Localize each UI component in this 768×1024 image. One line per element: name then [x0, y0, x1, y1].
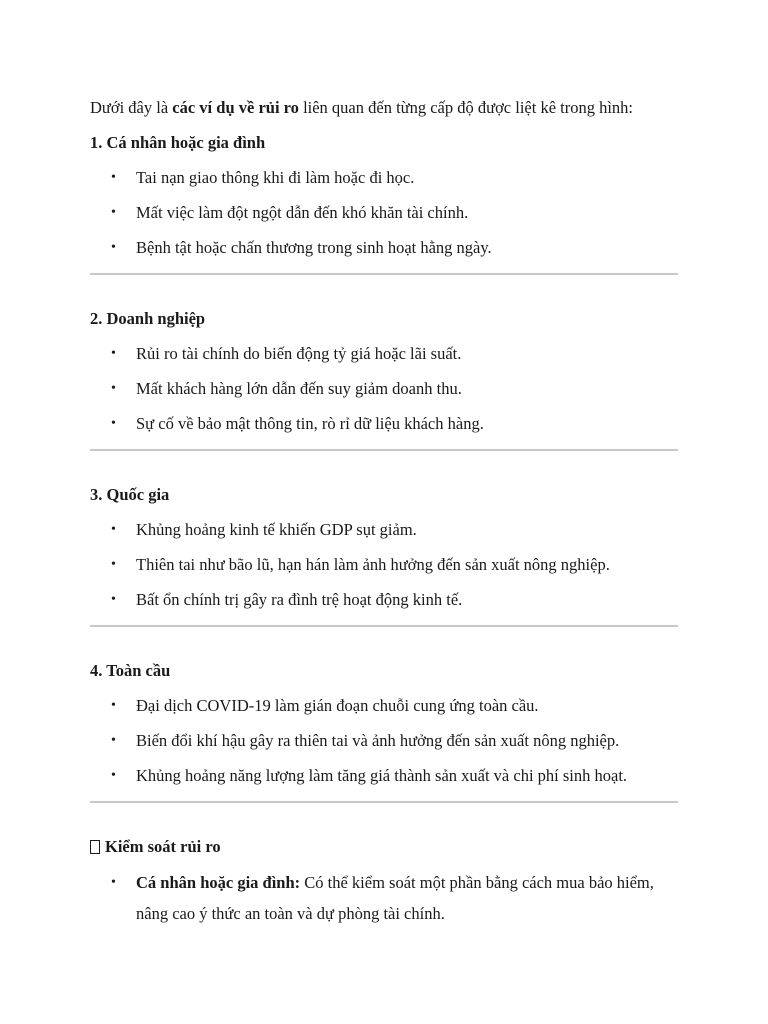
- bullet-icon: •: [111, 522, 116, 537]
- section-risk-control: [90, 835, 678, 929]
- list-item-text: Bệnh tật hoặc chấn thương trong sinh hoạt hằng ngày.: [136, 238, 492, 257]
- list-item: [90, 412, 678, 436]
- bullet-icon: •: [111, 698, 116, 713]
- bullet-icon: •: [111, 733, 116, 748]
- bullet-icon: •: [111, 557, 116, 572]
- risk-list: [90, 694, 678, 788]
- list-item: [90, 518, 678, 542]
- section-individual: [90, 131, 678, 275]
- list-item-text: Có thể kiểm soát một phần bằng cách mua bảo hiểm, nâng cao ý thức an toàn và dự phòng tài chính.: [136, 873, 654, 923]
- spacer: [90, 275, 678, 307]
- list-item-text: Rủi ro tài chính do biến động tỷ giá hoặc lãi suất.: [136, 344, 462, 363]
- list-item: [90, 867, 678, 929]
- bullet-icon: •: [111, 768, 116, 783]
- list-item: [90, 588, 678, 612]
- list-item-text: Khủng hoảng năng lượng làm tăng giá thành sản xuất và chi phí sinh hoạt.: [136, 766, 628, 785]
- control-list: [90, 867, 678, 929]
- bullet-icon: •: [111, 416, 116, 431]
- list-item: [90, 729, 678, 753]
- section-title: 3. Quốc gia: [90, 485, 170, 504]
- spacer: [90, 451, 678, 483]
- list-item-text: Tai nạn giao thông khi đi làm hoặc đi học.: [136, 168, 415, 187]
- section-national: [90, 483, 678, 627]
- list-item-text: Thiên tai như bão lũ, hạn hán làm ảnh hưởng đến sản xuất nông nghiệp.: [136, 555, 610, 574]
- missing-glyph-icon: [90, 840, 100, 854]
- list-item-text: Đại dịch COVID-19 làm gián đoạn chuỗi cung ứng toàn cầu.: [136, 696, 539, 715]
- list-item: [90, 377, 678, 401]
- section-title: [90, 835, 678, 859]
- document-body: [90, 96, 678, 929]
- spacer: [90, 627, 678, 659]
- intro-text-before: Dưới đây là: [90, 98, 173, 117]
- list-item: [90, 553, 678, 577]
- bullet-icon: •: [111, 205, 116, 220]
- list-item-text: Bất ổn chính trị gây ra đình trệ hoạt động kinh tế.: [136, 590, 463, 609]
- control-title-text: Kiểm soát rủi ro: [105, 837, 221, 856]
- bullet-icon: •: [111, 170, 116, 185]
- list-item: [90, 764, 678, 788]
- spacer: [90, 803, 678, 835]
- section-business: [90, 307, 678, 451]
- list-item-text: Mất việc làm đột ngột dẫn đến khó khăn tài chính.: [136, 203, 469, 222]
- risk-list: [90, 166, 678, 260]
- risk-list: [90, 518, 678, 612]
- list-item: [90, 201, 678, 225]
- list-item-bold-label: Cá nhân hoặc gia đình:: [136, 873, 301, 892]
- section-title: 4. Toàn cầu: [90, 661, 171, 680]
- list-item-text: Khủng hoảng kinh tế khiến GDP sụt giảm.: [136, 520, 417, 539]
- list-item-text: Mất khách hàng lớn dẫn đến suy giảm doanh thu.: [136, 379, 462, 398]
- bullet-icon: •: [111, 381, 116, 396]
- bullet-icon: •: [111, 592, 116, 607]
- list-item: [90, 342, 678, 366]
- bullet-icon: •: [111, 346, 116, 361]
- intro-paragraph: [90, 96, 678, 120]
- list-item: [90, 236, 678, 260]
- list-item-text: Biến đổi khí hậu gây ra thiên tai và ảnh hưởng đến sản xuất nông nghiệp.: [136, 731, 620, 750]
- intro-text-after: liên quan đến từng cấp độ được liệt kê trong hình:: [298, 98, 634, 117]
- list-item: [90, 694, 678, 718]
- section-title: 1. Cá nhân hoặc gia đình: [90, 133, 266, 152]
- list-item-text: Sự cố về bảo mật thông tin, rò rỉ dữ liệu khách hàng.: [136, 414, 484, 433]
- intro-text-bold: các ví dụ về rủi ro: [172, 98, 299, 117]
- risk-list: [90, 342, 678, 436]
- list-item: [90, 166, 678, 190]
- bullet-icon: •: [111, 240, 116, 255]
- section-title: 2. Doanh nghiệp: [90, 309, 206, 328]
- section-global: [90, 659, 678, 803]
- bullet-icon: •: [111, 875, 116, 890]
